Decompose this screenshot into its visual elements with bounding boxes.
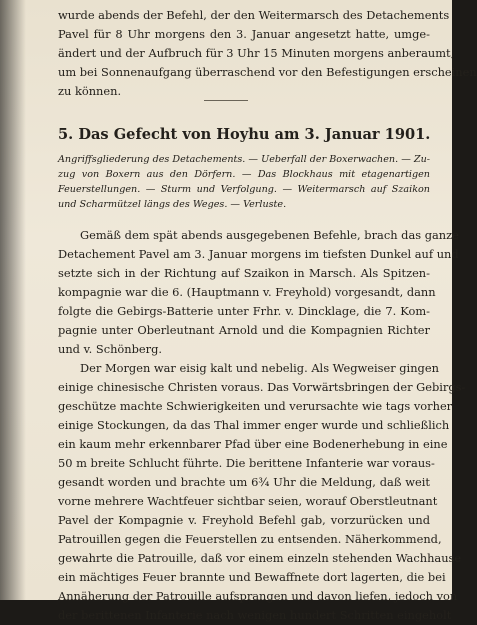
section-title: 5. Das Gefecht von Hoyhu am 3. Januar 1901. bbox=[58, 126, 431, 143]
text-line: Pavel für 8 Uhr morgens den 3. Januar angesetzt hatte, umge- bbox=[58, 27, 430, 41]
page-gutter-shadow bbox=[0, 0, 26, 600]
section-divider bbox=[204, 100, 248, 101]
text-line: zu können. bbox=[58, 84, 122, 98]
text-line: folgte die Gebirgs-Batterie unter Frhr. v. Dincklage, die 7. Kom- bbox=[58, 304, 430, 318]
text-line: ein mächtiges Feuer brannte und Bewaffnete dort lagerten, die bei bbox=[58, 570, 446, 584]
text-line: kompagnie war die 6. (Hauptmann v. Freyhold) vorgesandt, dann bbox=[58, 285, 436, 299]
text-line: geschütze machte Schwierigkeiten und verursachte wie tags vorher bbox=[58, 399, 453, 413]
summary-line: und Scharmützel längs des Weges. — Verluste. bbox=[58, 199, 287, 210]
text-line: Gemäß dem spät abends ausgegebenen Befehle, brach das ganze bbox=[80, 228, 459, 242]
text-line: ein kaum mehr erkennbarer Pfad über eine Bodenerhebung in eine bbox=[58, 437, 448, 451]
summary-line: Angriffsgliederung des Detachements. — Ueberfall der Boxerwachen. — Zu- bbox=[58, 154, 430, 165]
text-line: gesandt worden und brachte um 6¾ Uhr die Meldung, daß weit bbox=[58, 475, 430, 489]
text-line: vorne mehrere Wachtfeuer sichtbar seien, worauf Oberstleutnant bbox=[58, 494, 438, 508]
text-line: 50 m breite Schlucht führte. Die berittene Infanterie war voraus- bbox=[58, 456, 435, 470]
text-line: setzte sich in der Richtung auf Szaikon in Marsch. Als Spitzen- bbox=[58, 266, 430, 280]
text-line: Patrouillen gegen die Feuerstellen zu entsenden. Näherkommend, bbox=[58, 532, 442, 546]
text-line: Der Morgen war eisig kalt und nebelig. Als Wegweiser gingen bbox=[80, 361, 439, 375]
text-line: pagnie unter Oberleutnant Arnold und die Kompagnien Richter bbox=[58, 323, 430, 337]
text-line: einige chinesische Christen voraus. Das Vorwärtsbringen der Gebirgs- bbox=[58, 380, 466, 394]
summary-line: zug von Boxern aus den Dörfern. — Das Blockhaus mit etagenartigen bbox=[58, 169, 430, 180]
text-line: Annäherung der Patrouille aufsprangen und davon liefen, jedoch von bbox=[58, 589, 458, 603]
text-line: um bei Sonnenaufgang überraschend vor den Befestigungen erscheinen bbox=[58, 65, 477, 79]
summary-line: Feuerstellungen. — Sturm und Verfolgung. — Weitermarsch auf Szaikon bbox=[58, 184, 430, 195]
text-line: ändert und der Aufbruch für 3 Uhr 15 Minuten morgens anberaumt, bbox=[58, 46, 455, 60]
text-line: der berittenen Infanterie nach wenigen hundert Schritten eingeholt bbox=[58, 608, 452, 622]
text-line: Detachement Pavel am 3. Januar morgens im tiefsten Dunkel auf und bbox=[58, 247, 459, 261]
text-line: und v. Schönberg. bbox=[58, 342, 163, 356]
text-line: wurde abends der Befehl, der den Weitermarsch des Detachements bbox=[58, 8, 450, 22]
text-line: einige Stockungen, da das Thal immer enger wurde und schließlich bbox=[58, 418, 450, 432]
text-line: gewahrte die Patrouille, daß vor einem einzeln stehenden Wachhause bbox=[58, 551, 462, 565]
text-line: Pavel der Kompagnie v. Freyhold Befehl gab, vorzurücken und bbox=[58, 513, 430, 527]
